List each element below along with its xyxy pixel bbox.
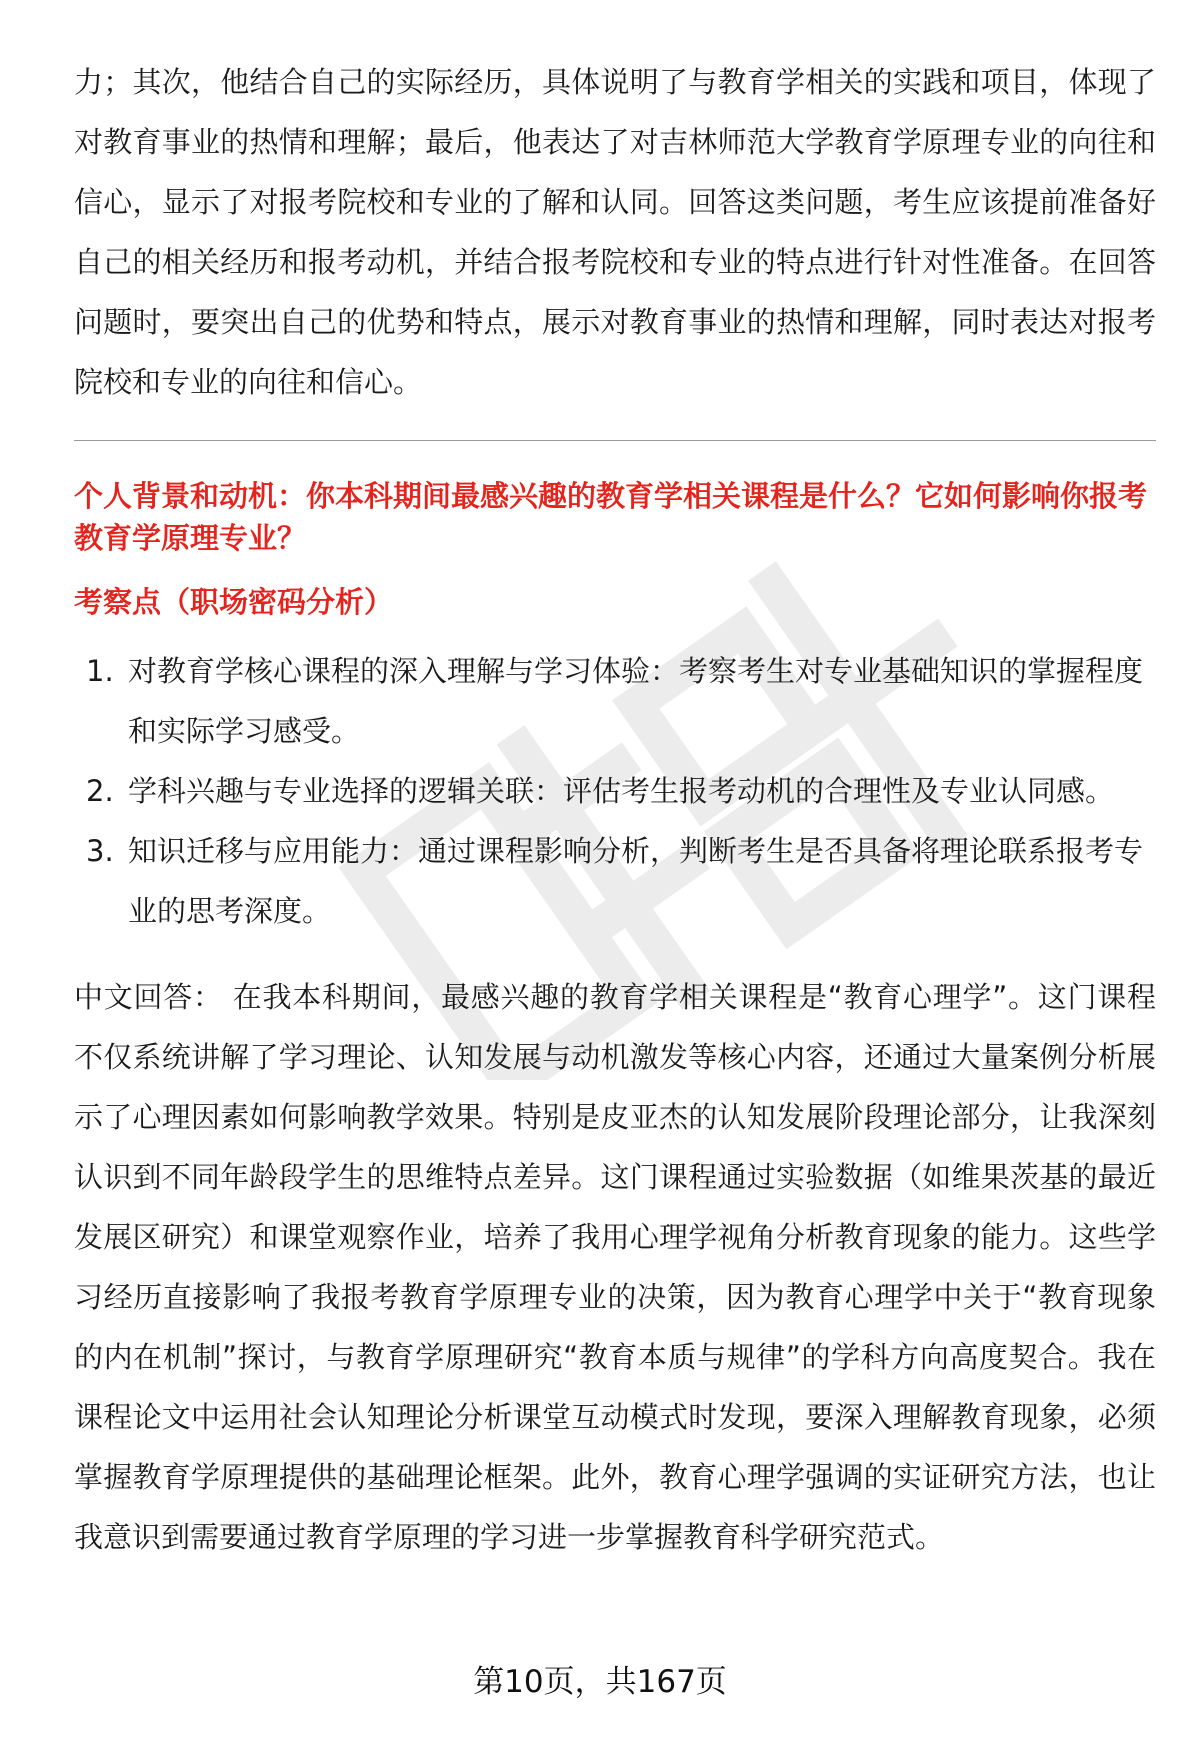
exam-points-list xyxy=(74,641,1156,941)
section-divider xyxy=(74,440,1156,441)
page-content xyxy=(74,52,1156,1567)
exam-point-number: 1. xyxy=(86,654,114,688)
question-heading: 个人背景和动机：你本科期间最感兴趣的教育学相关课程是什么？它如何影响你报考教育学原理专业？ xyxy=(74,479,1148,555)
page-footer: 第10页，共167页 xyxy=(473,1664,727,1700)
exam-point-number: 2. xyxy=(86,774,114,808)
intro-paragraph: 力；其次，他结合自己的实际经历，具体说明了与教育学相关的实践和项目，体现了对教育事业的热情和理解；最后，他表达了对吉林师范大学教育学原理专业的向往和信心，显示了对报考院校和专业的了解和认同。回答这类问题，考生应该提前准备好自己的相关经历和报考动机，并结合报考院校和专业的特点进行针对性准备。在回答问题时，要突出自己的优势和特点，展示对教育事业的热情和理解，同时表达对报考院校和专业的向往和信心。 xyxy=(74,65,1156,399)
exam-point-text: 知识迁移与应用能力：通过课程影响分析，判断考生是否具备将理论联系报考专业的思考深度。 xyxy=(128,834,1144,928)
exam-points-heading: 考察点（职场密码分析） xyxy=(74,585,394,619)
exam-point-text: 对教育学核心课程的深入理解与学习体验：考察考生对专业基础知识的掌握程度和实际学习感受。 xyxy=(128,654,1144,748)
exam-point-item xyxy=(74,761,1156,821)
exam-point-number: 3. xyxy=(86,834,114,868)
exam-point-item xyxy=(74,821,1156,941)
exam-point-item xyxy=(74,641,1156,761)
answer-paragraph: 中文回答： 在我本科期间，最感兴趣的教育学相关课程是“教育心理学”。这门课程不仅系统讲解了学习理论、认知发展与动机激发等核心内容，还通过大量案例分析展示了心理因素如何影响教学效果。特别是皮亚杰的认知发展阶段理论部分，让我深刻认识到不同年龄段学生的思维特点差异。这门课程通过实验数据（如维果茨基的最近发展区研究）和课堂观察作业，培养了我用心理学视角分析教育现象的能力。这些学习经历直接影响了我报考教育学原理专业的决策，因为教育心理学中关于“教育现象的内在机制”探讨，与教育学原理研究“教育本质与规律”的学科方向高度契合。我在课程论文中运用社会认知理论分析课堂互动模式时发现，要深入理解教育现象，必须掌握教育学原理提供的基础理论框架。此外，教育心理学强调的实证研究方法，也让我意识到需要通过教育学原理的学习进一步掌握教育科学研究范式。 xyxy=(74,980,1156,1554)
exam-point-text: 学科兴趣与专业选择的逻辑关联：评估考生报考动机的合理性及专业认同感。 xyxy=(128,774,1115,808)
